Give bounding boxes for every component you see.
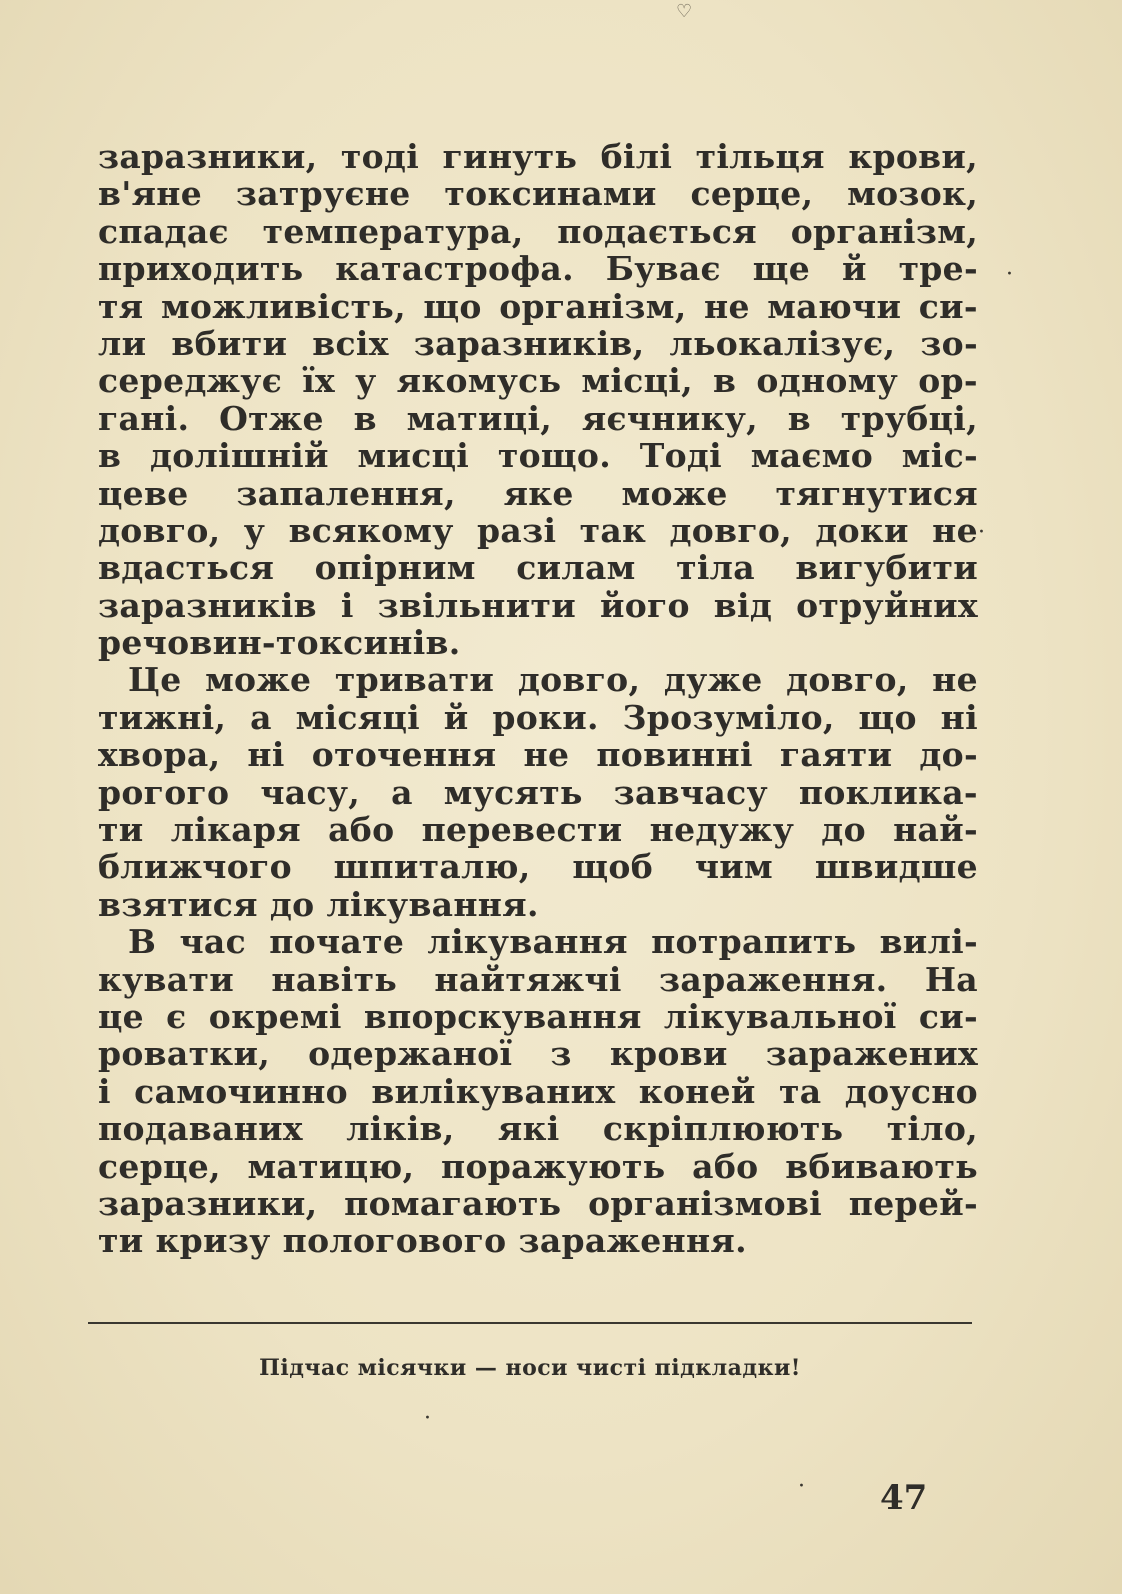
- text-line: довго, у всякому разі так довго, доки не: [98, 510, 978, 550]
- text-line: рогого часу, а мусять завчасу поклика-: [98, 772, 978, 812]
- text-line: взятися до лікування.: [98, 884, 539, 924]
- speck: ·: [978, 520, 985, 545]
- speck: ·: [424, 1406, 431, 1431]
- footnote-rule: [88, 1322, 972, 1324]
- text-line: це є окремі впорскування лікувальної си-: [98, 996, 978, 1036]
- text-line: ли вбити всіх заразників, льокалізує, зо-: [98, 323, 978, 363]
- text-line: ти кризу пологового зараження.: [98, 1221, 747, 1261]
- text-line: хвора, ні оточення не повинні гаяти до-: [98, 735, 978, 775]
- text-line: ближчого шпиталю, щоб чим швидше: [98, 847, 978, 887]
- text-line: гані. Отже в матиці, яєчнику, в трубці,: [98, 398, 978, 438]
- text-line: заразники, тоді гинуть білі тільця крови,: [98, 137, 978, 176]
- paragraph-2: [98, 661, 978, 923]
- speck: ·: [1006, 262, 1013, 287]
- text-line: в долішній мисці тощо. Тоді маємо міс-: [98, 436, 978, 476]
- footnote: Підчас місячки — носи чисті підкладки!: [259, 1355, 801, 1381]
- text-line: роватки, одержаної з крови заражених: [98, 1034, 978, 1074]
- text-line: кувати навіть найтяжчі зараження. На: [98, 959, 978, 999]
- text-line: приходить катастрофа. Буває ще й тре-: [98, 249, 978, 289]
- speck: ·: [798, 1474, 805, 1499]
- text-line: заразників і звільнити його від отруйних: [98, 585, 978, 625]
- text-line: спадає температура, подається організм,: [98, 211, 978, 251]
- text-line: вдасться опірним силам тіла вигубити: [98, 548, 978, 588]
- text-line: середжує їх у якомусь місці, в одному ор-: [98, 361, 978, 401]
- text-line: серце, матицю, поражують або вбивають: [98, 1146, 978, 1186]
- text-line: заразники, помагають організмові перей-: [98, 1183, 978, 1223]
- text-line: речовин-токсинів.: [98, 623, 461, 663]
- paragraph-3: [98, 923, 978, 1260]
- text-line: тижні, а місяці й роки. Зрозуміло, що ні: [98, 697, 978, 737]
- text-line: ти лікаря або перевести недужу до най-: [98, 810, 978, 850]
- text-line: Це може тривати довго, дуже довго, не: [128, 660, 978, 700]
- text-line: подаваних ліків, які скріплюють тіло,: [98, 1109, 978, 1149]
- text-line: цеве запалення, яке може тягнутися: [98, 473, 978, 513]
- body-text: [98, 138, 978, 1260]
- text-line: і самочинно вилікуваних коней та доусно: [98, 1071, 978, 1111]
- text-line: тя можливість, що організм, не маючи си-: [98, 286, 978, 326]
- paragraph-1: [98, 138, 978, 661]
- text-line: В час почате лікування потрапить вилі-: [128, 922, 978, 962]
- top-mark: ♡: [676, 1, 693, 22]
- text-line: в'яне затруєне токсинами серце, мозок,: [98, 174, 978, 214]
- page-number: 47: [880, 1478, 928, 1518]
